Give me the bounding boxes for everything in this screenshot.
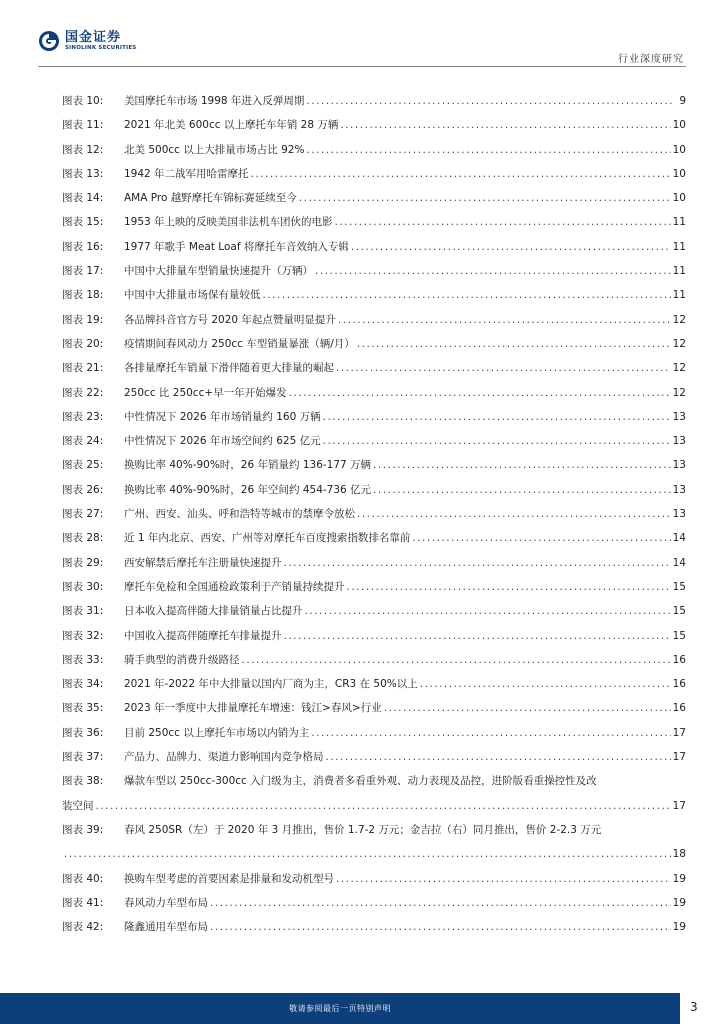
toc-entry[interactable] (62, 478, 686, 502)
company-logo (38, 30, 136, 52)
figure-page-number: 13 (672, 459, 686, 472)
figure-label: 图表 29: (62, 556, 104, 569)
figure-title: 中国中大排量市场保有量较低 (124, 289, 261, 302)
figure-title: 2021 年-2022 年中大排量以国内厂商为主，CR3 在 50%以上 (124, 678, 418, 691)
figure-page-number: 13 (672, 435, 686, 448)
figure-title: 换购比率 40%-90%时，26 年销量约 136-177 万辆 (124, 459, 372, 472)
dot-leader (336, 356, 671, 380)
figure-title: 日本收入提高伴随大排量销量占比提升 (124, 605, 303, 618)
figure-title: 近 1 年内北京、西安、广州等对摩托车百度搜索指数排名靠前 (124, 532, 411, 545)
figure-title: 2023 年一季度中大排量摩托车增速：钱江>春风>行业 (124, 702, 382, 715)
figure-label: 图表 31: (62, 605, 104, 618)
toc-entry[interactable] (62, 502, 686, 526)
toc-entry[interactable] (62, 648, 686, 672)
figure-title: 隆鑫通用车型布局 (124, 921, 208, 934)
toc-entry[interactable] (62, 891, 686, 915)
figure-label: 图表 18: (62, 289, 104, 302)
figure-label: 图表 25: (62, 459, 104, 472)
dot-leader (306, 138, 670, 162)
figure-label: 图表 16: (62, 240, 104, 253)
figure-page-number: 12 (672, 313, 686, 326)
figure-title-continued: 装空间 (62, 799, 94, 812)
figure-label: 图表 10: (62, 95, 104, 107)
footer-disclaimer: 敬请参阅最后一页特别声明 (289, 1004, 391, 1013)
dot-leader (306, 89, 674, 113)
dot-leader (373, 453, 671, 477)
figure-label: 图表 28: (62, 532, 104, 545)
figure-page-number: 19 (672, 921, 686, 934)
toc-entry[interactable] (62, 575, 686, 599)
figure-title: 2021 年北美 600cc 以上摩托车年销 28 万辆 (124, 119, 339, 132)
toc-entry[interactable] (62, 429, 686, 453)
figure-label: 图表 21: (62, 362, 104, 375)
footer-bar (0, 993, 680, 1024)
figure-label: 图表 13: (62, 167, 104, 180)
toc-entry[interactable] (62, 867, 686, 891)
figure-label: 图表 37: (62, 751, 104, 764)
toc-entry[interactable] (62, 745, 686, 769)
figure-label: 图表 40: (62, 872, 104, 885)
sinolink-logo-icon (38, 30, 60, 52)
dot-leader (64, 842, 671, 866)
figure-page-number: 14 (672, 556, 686, 569)
figure-page-number: 12 (672, 386, 686, 399)
figure-page-number: 18 (672, 848, 686, 861)
dot-leader (96, 794, 671, 818)
figure-page-number: 15 (672, 580, 686, 593)
toc-entry[interactable] (62, 672, 686, 696)
toc-entry[interactable] (62, 624, 686, 648)
figure-page-number: 12 (672, 337, 686, 350)
figure-label: 图表 19: (62, 313, 104, 326)
toc-entry[interactable] (62, 818, 686, 867)
toc-entry[interactable] (62, 551, 686, 575)
figure-page-number: 11 (672, 216, 686, 229)
figure-page-number: 13 (672, 410, 686, 423)
dot-leader (284, 551, 671, 575)
figure-title: 1953 年上映的反映美国非法机车团伙的电影 (124, 216, 333, 229)
dot-leader (336, 867, 671, 891)
figure-page-number: 10 (672, 192, 686, 205)
figure-title: 250cc 比 250cc+早一年开始爆发 (124, 386, 287, 399)
toc-entry[interactable] (62, 186, 686, 210)
figure-label: 图表 11: (62, 119, 104, 132)
figure-page-number: 16 (672, 678, 686, 691)
dot-leader (289, 381, 671, 405)
figure-label: 图表 12: (62, 143, 104, 156)
page-header (0, 0, 724, 70)
dot-leader (323, 405, 671, 429)
page-number: 3 (690, 1000, 698, 1014)
dot-leader (338, 308, 671, 332)
toc-entry[interactable] (62, 381, 686, 405)
toc-entry[interactable] (62, 696, 686, 720)
figure-label: 图表 22: (62, 386, 104, 399)
figure-title: 骑手典型的消费升级路径 (124, 653, 240, 666)
dot-leader (384, 696, 671, 720)
figure-page-number: 9 (679, 95, 686, 107)
dot-leader (251, 162, 671, 186)
dot-leader (242, 648, 671, 672)
dot-leader (357, 332, 671, 356)
figure-label: 图表 34: (62, 678, 104, 691)
figure-title: 中国中大排量车型销量快速提升（万辆） (124, 265, 313, 278)
figure-label: 图表 14: (62, 192, 104, 205)
figure-label: 图表 35: (62, 702, 104, 715)
figure-title: 西安解禁后摩托车注册量快速提升 (124, 556, 282, 569)
figure-title: 各品牌抖音官方号 2020 年起点赞量明显提升 (124, 313, 336, 326)
figure-label: 图表 23: (62, 410, 104, 423)
figure-title: 北美 500cc 以上大排量市场占比 92% (124, 143, 305, 156)
toc-entry[interactable] (62, 138, 686, 162)
dot-leader (305, 599, 671, 623)
figure-label: 图表 17: (62, 265, 104, 278)
figure-page-number: 12 (672, 362, 686, 375)
dot-leader (263, 283, 671, 307)
figure-title: 目前 250cc 以上摩托车市场以内销为主 (124, 726, 310, 739)
figure-title: 中性情况下 2026 年市场空间约 625 亿元 (124, 435, 321, 448)
figure-page-number: 11 (672, 240, 686, 253)
toc-entry[interactable] (62, 210, 686, 234)
figure-page-number: 17 (672, 751, 686, 764)
figure-label: 图表 15: (62, 216, 104, 229)
figure-title: 换购比率 40%-90%时，26 年空间约 454-736 亿元 (124, 483, 372, 496)
figure-page-number: 13 (672, 483, 686, 496)
dot-leader (347, 575, 671, 599)
figure-page-number: 10 (672, 119, 686, 132)
figure-page-number: 13 (672, 508, 686, 521)
figure-title: 爆款车型以 250cc-300cc 入门级为主，消费者多看重外观、动力表现及品控，进阶版看重操控性及改 (124, 775, 597, 788)
toc-entry[interactable] (62, 235, 686, 259)
toc-entry[interactable] (62, 526, 686, 550)
figure-page-number: 16 (672, 702, 686, 715)
figure-title: 广州、西安、汕头、呼和浩特等城市的禁摩令放松 (124, 508, 355, 521)
dot-leader (299, 186, 671, 210)
figure-page-number: 11 (672, 289, 686, 302)
figure-label: 图表 20: (62, 337, 104, 350)
dot-leader (373, 478, 671, 502)
dot-leader (340, 113, 670, 137)
figure-label: 图表 39: (62, 823, 104, 836)
dot-leader (351, 235, 671, 259)
dot-leader (326, 745, 671, 769)
figure-page-number: 15 (672, 605, 686, 618)
toc-entry[interactable] (62, 599, 686, 623)
dot-leader (335, 210, 671, 234)
dot-leader (284, 624, 671, 648)
toc-entry[interactable] (62, 89, 686, 113)
table-of-figures (62, 89, 686, 939)
toc-entry[interactable] (62, 113, 686, 137)
toc-entry[interactable] (62, 332, 686, 356)
dot-leader (315, 259, 671, 283)
figure-label: 图表 42: (62, 921, 104, 934)
dot-leader (420, 672, 671, 696)
toc-entry[interactable] (62, 453, 686, 477)
logo-chinese-name: 国金证券 (65, 29, 122, 45)
figure-label: 图表 38: (62, 775, 104, 788)
toc-entry[interactable] (62, 769, 686, 818)
header-divider (38, 66, 686, 67)
figure-label: 图表 41: (62, 896, 104, 909)
toc-entry[interactable] (62, 308, 686, 332)
toc-entry[interactable] (62, 259, 686, 283)
figure-title: 春风 250SR（左）于 2020 年 3 月推出，售价 1.7-2 万元；金吉拉（右）同月推出，售价 2-2.3 万元 (124, 823, 602, 836)
dot-leader (311, 721, 670, 745)
figure-title: 产品力、品牌力、渠道力影响国内竞争格局 (124, 751, 324, 764)
figure-page-number: 19 (672, 872, 686, 885)
dot-leader (357, 502, 671, 526)
dot-leader (210, 891, 671, 915)
page-footer (0, 993, 724, 1024)
dot-leader (323, 429, 671, 453)
figure-label: 图表 33: (62, 653, 104, 666)
figure-page-number: 11 (672, 265, 686, 278)
figure-title: 1942 年二战军用哈雷摩托 (124, 167, 249, 180)
figure-label: 图表 27: (62, 508, 104, 521)
figure-label: 图表 30: (62, 580, 104, 593)
logo-english-name: SINOLINK SECURITIES (65, 44, 137, 51)
figure-page-number: 10 (672, 167, 686, 180)
figure-title: 换购车型考虑的首要因素是排量和发动机型号 (124, 872, 334, 885)
toc-entry[interactable] (62, 405, 686, 429)
figure-label: 图表 32: (62, 629, 104, 642)
figure-page-number: 10 (672, 143, 686, 156)
toc-entry[interactable] (62, 283, 686, 307)
figure-title: 中国收入提高伴随摩托车排量提升 (124, 629, 282, 642)
toc-entry[interactable] (62, 356, 686, 380)
figure-page-number: 16 (672, 653, 686, 666)
figure-page-number: 17 (672, 799, 686, 812)
toc-entry[interactable] (62, 915, 686, 939)
figure-title: 中性情况下 2026 年市场销量约 160 万辆 (124, 410, 321, 423)
report-type-label: 行业深度研究 (618, 54, 684, 65)
figure-title: 疫情期间春风动力 250cc 车型销量暴涨（辆/月） (124, 337, 355, 350)
figure-label: 图表 24: (62, 435, 104, 448)
figure-page-number: 19 (672, 896, 686, 909)
toc-entry[interactable] (62, 162, 686, 186)
figure-label: 图表 26: (62, 483, 104, 496)
toc-entry[interactable] (62, 721, 686, 745)
figure-title: 摩托车免检和全国通检政策利于产销量持续提升 (124, 580, 345, 593)
figure-page-number: 14 (672, 532, 686, 545)
dot-leader (412, 526, 670, 550)
figure-title: 美国摩托车市场 1998 年进入反弹周期 (124, 95, 305, 107)
figure-label: 图表 36: (62, 726, 104, 739)
figure-page-number: 17 (672, 726, 686, 739)
figure-title: 各排量摩托车销量下滑伴随着更大排量的崛起 (124, 362, 334, 375)
figure-page-number: 15 (672, 629, 686, 642)
figure-title: 1977 年歌手 Meat Loaf 将摩托车音效纳入专辑 (124, 240, 349, 253)
dot-leader (210, 915, 671, 939)
figure-title: AMA Pro 越野摩托车锦标赛延续至今 (124, 192, 297, 205)
figure-title: 春风动力车型布局 (124, 896, 208, 909)
